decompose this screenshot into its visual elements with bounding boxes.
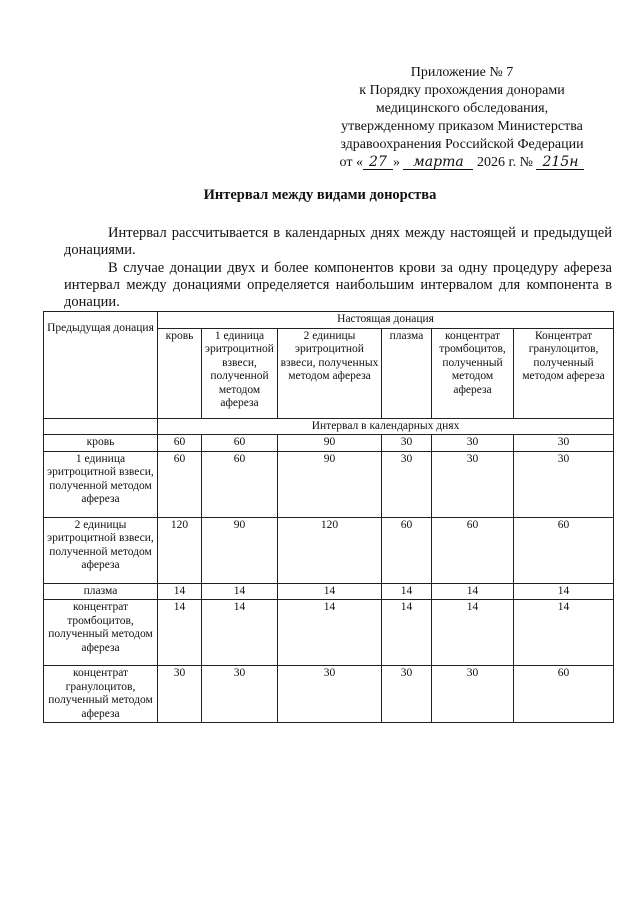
- table-row: [44, 666, 614, 723]
- paragraph-apheresis-rule: В случае донации двух и более компонентов крови за одну процедуру афереза интервал между донациями определяется наибольшим интервалом для компонента в донации.: [64, 260, 612, 310]
- interval-cell: 30: [278, 666, 382, 723]
- interval-cell: 14: [202, 583, 278, 600]
- row-label: кровь: [44, 435, 158, 452]
- row-label: 1 единица эритроцитной взвеси, полученной методом афереза: [44, 451, 158, 517]
- interval-cell: 60: [158, 451, 202, 517]
- date-mid: »: [392, 155, 400, 170]
- interval-cell: 60: [432, 517, 514, 583]
- interval-cell: 60: [202, 451, 278, 517]
- interval-cell: 30: [432, 435, 514, 452]
- column-header: кровь: [158, 328, 202, 418]
- row-label: концентрат гранулоцитов, полученный методом афереза: [44, 666, 158, 723]
- appendix-number: Приложение № 7: [410, 65, 514, 80]
- appendix-line-5: здравоохранения Российской Федерации: [340, 137, 584, 152]
- interval-cell: 60: [514, 517, 614, 583]
- interval-cell: 14: [382, 600, 432, 666]
- appendix-block: [318, 64, 606, 172]
- interval-cell: 30: [382, 666, 432, 723]
- appendix-line-2: к Порядку прохождения донорами: [359, 83, 565, 98]
- interval-units-header: Интервал в календарных днях: [158, 418, 614, 435]
- page-title: Интервал между видами донорства: [203, 187, 437, 203]
- column-header: концентрат тромбоцитов, полученный методом афереза: [432, 328, 514, 418]
- interval-cell: 60: [158, 435, 202, 452]
- date-prefix: от «: [339, 155, 363, 170]
- interval-units-row: [44, 418, 614, 435]
- table-row: [44, 435, 614, 452]
- interval-cell: 14: [514, 600, 614, 666]
- interval-cell: 30: [382, 435, 432, 452]
- appendix-date-line: [318, 154, 606, 172]
- table-header-row: [44, 312, 614, 329]
- interval-cell: 90: [278, 451, 382, 517]
- handwritten-month: марта: [403, 155, 473, 170]
- interval-cell: 14: [432, 583, 514, 600]
- interval-cell: 14: [202, 600, 278, 666]
- interval-cell: 14: [278, 583, 382, 600]
- current-donation-header: Настоящая донация: [158, 312, 614, 329]
- interval-cell: 30: [514, 435, 614, 452]
- interval-cell: 90: [278, 435, 382, 452]
- interval-cell: 30: [382, 451, 432, 517]
- interval-cell: 14: [158, 600, 202, 666]
- table-row: [44, 517, 614, 583]
- handwritten-order-number: 215н: [536, 155, 584, 170]
- column-header: 2 единицы эритроцитной взвеси, полученных методом афереза: [278, 328, 382, 418]
- interval-cell: 30: [514, 451, 614, 517]
- table-row: [44, 451, 614, 517]
- interval-cell: 60: [514, 666, 614, 723]
- interval-cell: 30: [158, 666, 202, 723]
- interval-cell: 14: [158, 583, 202, 600]
- row-label: 2 единицы эритроцитной взвеси, полученной методом афереза: [44, 517, 158, 583]
- column-header: 1 единица эритроцитной взвеси, полученной методом афереза: [202, 328, 278, 418]
- interval-cell: 30: [432, 666, 514, 723]
- column-header: Концентрат гранулоцитов, полученный методом афереза: [514, 328, 614, 418]
- row-label: плазма: [44, 583, 158, 600]
- year-text: 2026 г. №: [476, 155, 533, 170]
- table-body: [44, 435, 614, 723]
- previous-donation-header: Предыдущая донация: [44, 312, 158, 419]
- appendix-line-4: утвержденному приказом Министерства: [341, 119, 583, 134]
- interval-cell: 60: [382, 517, 432, 583]
- donation-interval-table: [43, 311, 614, 723]
- interval-cell: 14: [432, 600, 514, 666]
- interval-cell: 60: [202, 435, 278, 452]
- table-row: [44, 583, 614, 600]
- handwritten-day: 27: [363, 155, 393, 170]
- table-row: [44, 600, 614, 666]
- interval-cell: 14: [382, 583, 432, 600]
- interval-cell: 120: [278, 517, 382, 583]
- interval-cell: 120: [158, 517, 202, 583]
- interval-cell: 14: [278, 600, 382, 666]
- paragraph-interval-definition: Интервал рассчитывается в календарных днях между настоящей и предыдущей донациями.: [64, 225, 612, 258]
- interval-cell: 90: [202, 517, 278, 583]
- column-header: плазма: [382, 328, 432, 418]
- interval-cell: 30: [432, 451, 514, 517]
- interval-cell: 30: [202, 666, 278, 723]
- interval-cell: 14: [514, 583, 614, 600]
- row-label: концентрат тромбоцитов, полученный методом афереза: [44, 600, 158, 666]
- appendix-line-3: медицинского обследования,: [375, 101, 549, 116]
